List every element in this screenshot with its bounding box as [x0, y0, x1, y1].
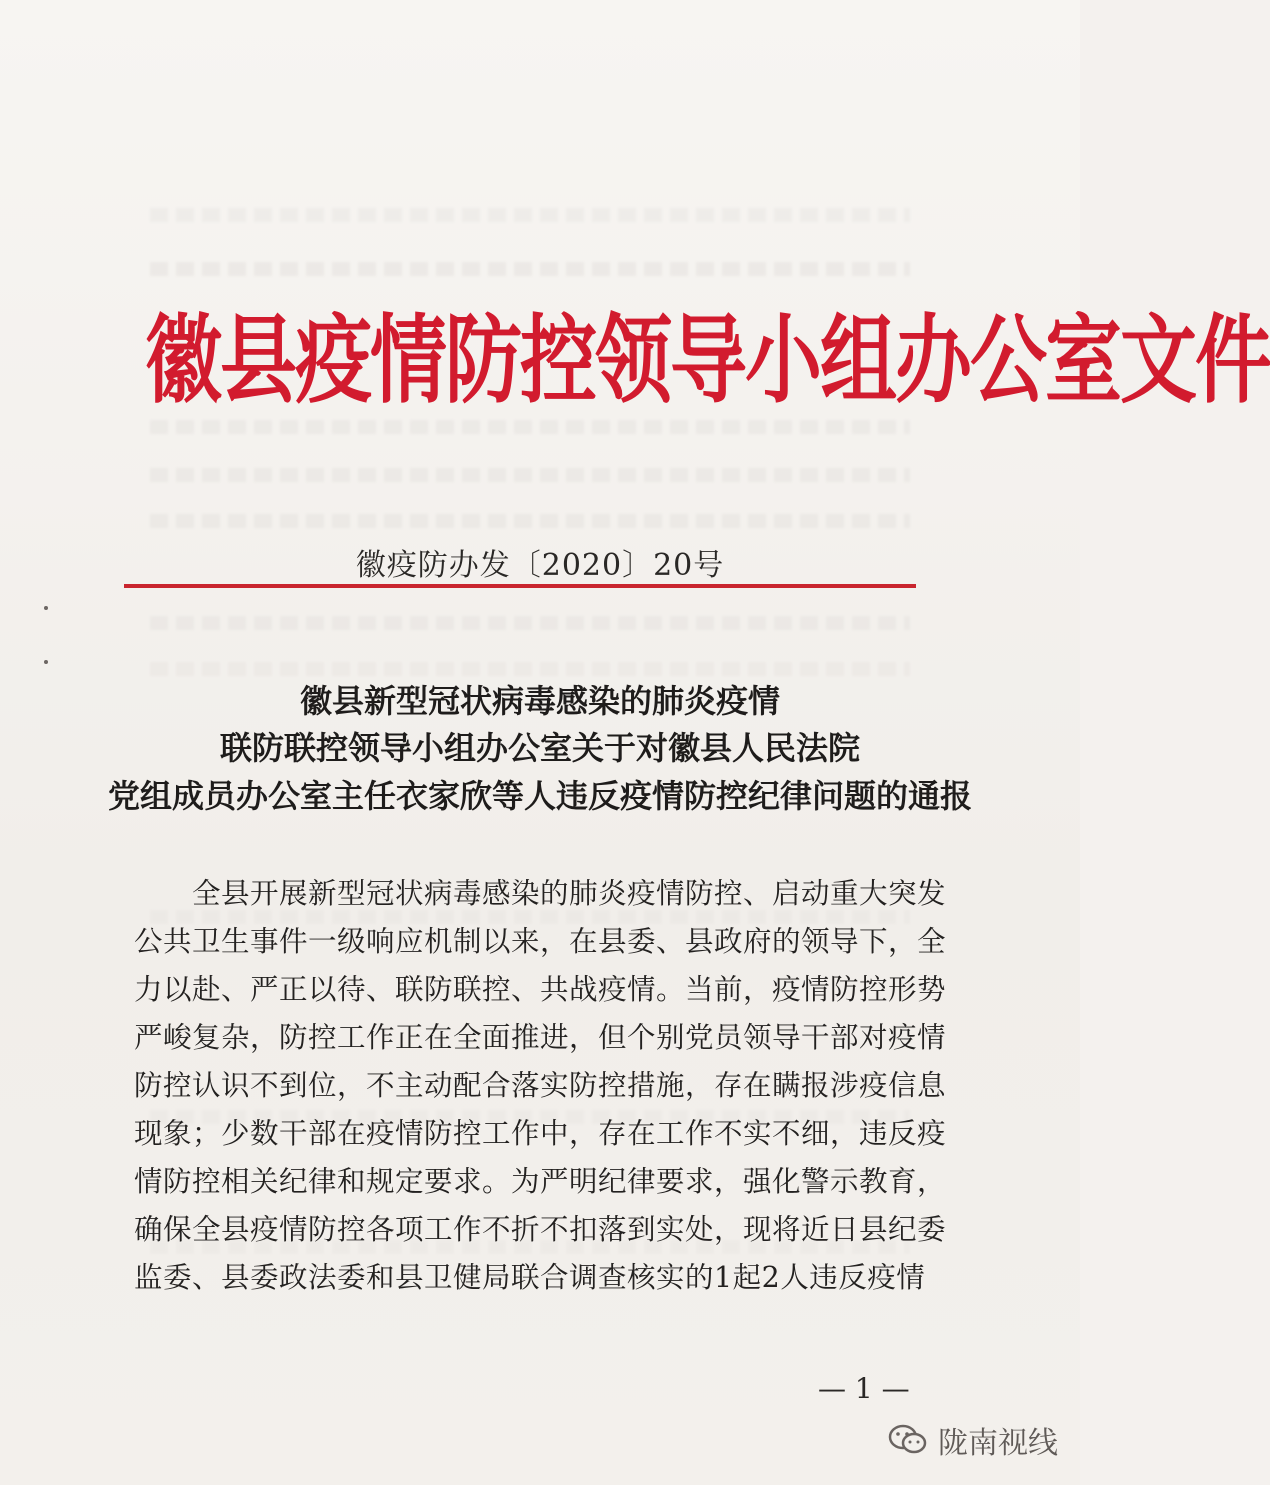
body-line: 情防控相关纪律和规定要求。为严明纪律要求，强化警示教育， — [134, 1165, 947, 1198]
watermark-text: 陇南视线 — [938, 1426, 1058, 1461]
bleed-through — [150, 420, 910, 434]
bleed-through — [150, 662, 910, 676]
body-line: 确保全县疫情防控各项工作不折不扣落到实处，现将近日县纪委 — [134, 1213, 947, 1246]
body-line: 全县开展新型冠状病毒感染的肺炎疫情防控、启动重大突发 — [134, 877, 947, 910]
page-number: — 1 — — [818, 1372, 910, 1405]
body-line: 公共卫生事件一级响应机制以来，在县委、县政府的领导下，全 — [134, 925, 947, 958]
notice-title-line-1: 徽县新型冠状病毒感染的肺炎疫情 — [299, 682, 780, 720]
body-line: 力以赴、严正以待、联防联控、共战疫情。当前，疫情防控形势 — [134, 973, 947, 1006]
bleed-through — [150, 514, 910, 528]
bleed-through — [150, 262, 910, 276]
notice-title-line-2: 联防联控领导小组办公室关于对徽县人民法院 — [219, 729, 860, 767]
bleed-through — [150, 208, 910, 222]
body-line: 严峻复杂，防控工作正在全面推进，但个别党员领导干部对疫情 — [134, 1021, 947, 1054]
document-number: 徽疫防办发〔2020〕20号 — [355, 548, 725, 583]
watermark — [888, 1418, 1058, 1462]
margin-mark — [44, 660, 48, 664]
wechat-icon — [888, 1423, 928, 1457]
body-line: 现象；少数干部在疫情防控工作中，存在工作不实不细，违反疫 — [134, 1117, 947, 1150]
body-line: 防控认识不到位，不主动配合落实防控措施，存在瞒报涉疫信息 — [134, 1069, 947, 1102]
red-divider-line — [124, 584, 916, 588]
margin-mark — [44, 606, 48, 610]
bleed-through — [150, 468, 910, 482]
body-line: 监委、县委政法委和县卫健局联合调查核实的1起2人违反疫情 — [134, 1261, 926, 1294]
bleed-through — [150, 616, 910, 630]
notice-title-line-3: 党组成员办公室主任衣家欣等人违反疫情防控纪律问题的通报 — [107, 777, 972, 815]
document-header-title: 徽县疫情防控领导小组办公室文件 — [145, 305, 1270, 417]
